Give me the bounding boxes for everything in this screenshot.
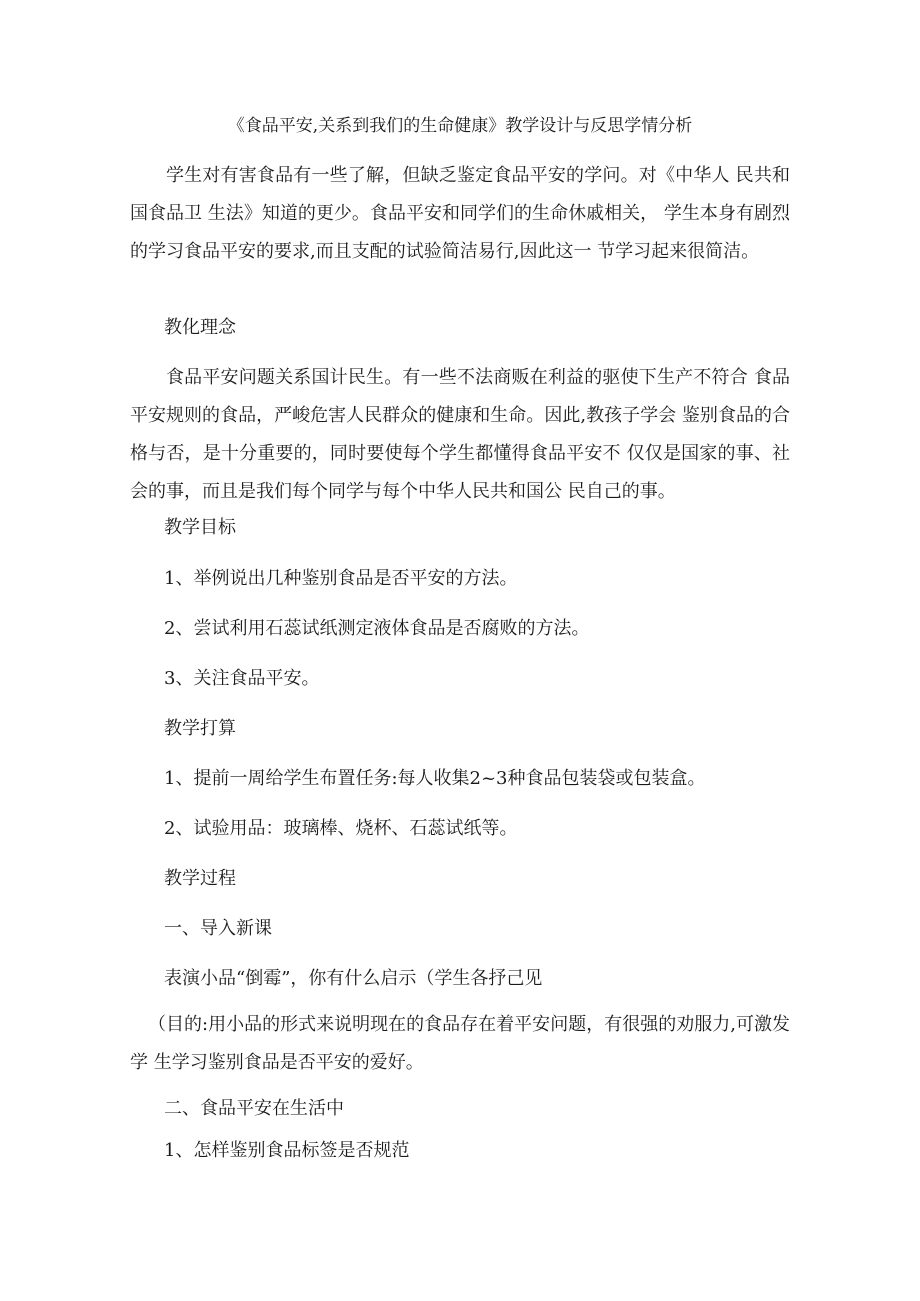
goal-item-2: 2、尝试利用石蕊试纸测定液体食品是否腐败的方法。 — [164, 618, 590, 639]
part2-heading: 二、食品平安在生活中 — [164, 1098, 344, 1119]
philosophy-paragraph: 食品平安问题关系国计民生。有一些不法商贩在利益的驱使下生产不符合 食品平安规则的食品，严峻危害人民群众的健康和生命。因此,教孩子学会 鉴别食品的合格与否，是十分重要的，同时要使每个学生都懂得食品平安不 仅仅是国家的事、社会的事，而且是我们每个同学与每个中华人民共和国公 民自己的事。 — [130, 367, 790, 502]
part1-heading: 一、导入新课 — [164, 918, 272, 939]
goal-item-1: 1、举例说出几种鉴别食品是否平安的方法。 — [164, 568, 518, 589]
prep-item-2: 2、试验用品：玻璃棒、烧杯、石蕊试纸等。 — [164, 818, 518, 839]
intro-paragraph: 学生对有害食品有一些了解，但缺乏鉴定食品平安的学问。对《中华人 民共和国食品卫 生法》知道的更少。食品平安和同学们的生命休戚相关， 学生本身有剧烈的学习食品平安的要求,而且支配的试验简洁易行,因此这一 节学习起来很简洁。 — [130, 165, 790, 262]
process-heading: 教学过程 — [164, 868, 236, 889]
goal-item-3: 3、关注食品平安。 — [164, 668, 320, 689]
part1-skit-line: 表演小品“倒霉”，你有什么启示（学生各抒己见 — [164, 968, 543, 989]
document-title: 《食品平安,关系到我们的生命健康》教学设计与反思学情分析 — [227, 116, 693, 136]
prep-heading: 教学打算 — [164, 718, 236, 739]
goals-heading: 教学目标 — [164, 517, 236, 538]
prep-item-1: 1、提前一周给学生布置任务:每人收集2~3种食品包装袋或包装盒。 — [164, 768, 706, 789]
philosophy-heading: 教化理念 — [164, 317, 236, 338]
part1-purpose-paragraph: （目的:用小品的形式来说明现在的食品存在着平安问题，有很强的劝服力,可激发学 生学习鉴别食品是否平安的爱好。 — [130, 1014, 790, 1073]
part2-item-1: 1、怎样鉴别食品标签是否规范 — [164, 1140, 410, 1161]
